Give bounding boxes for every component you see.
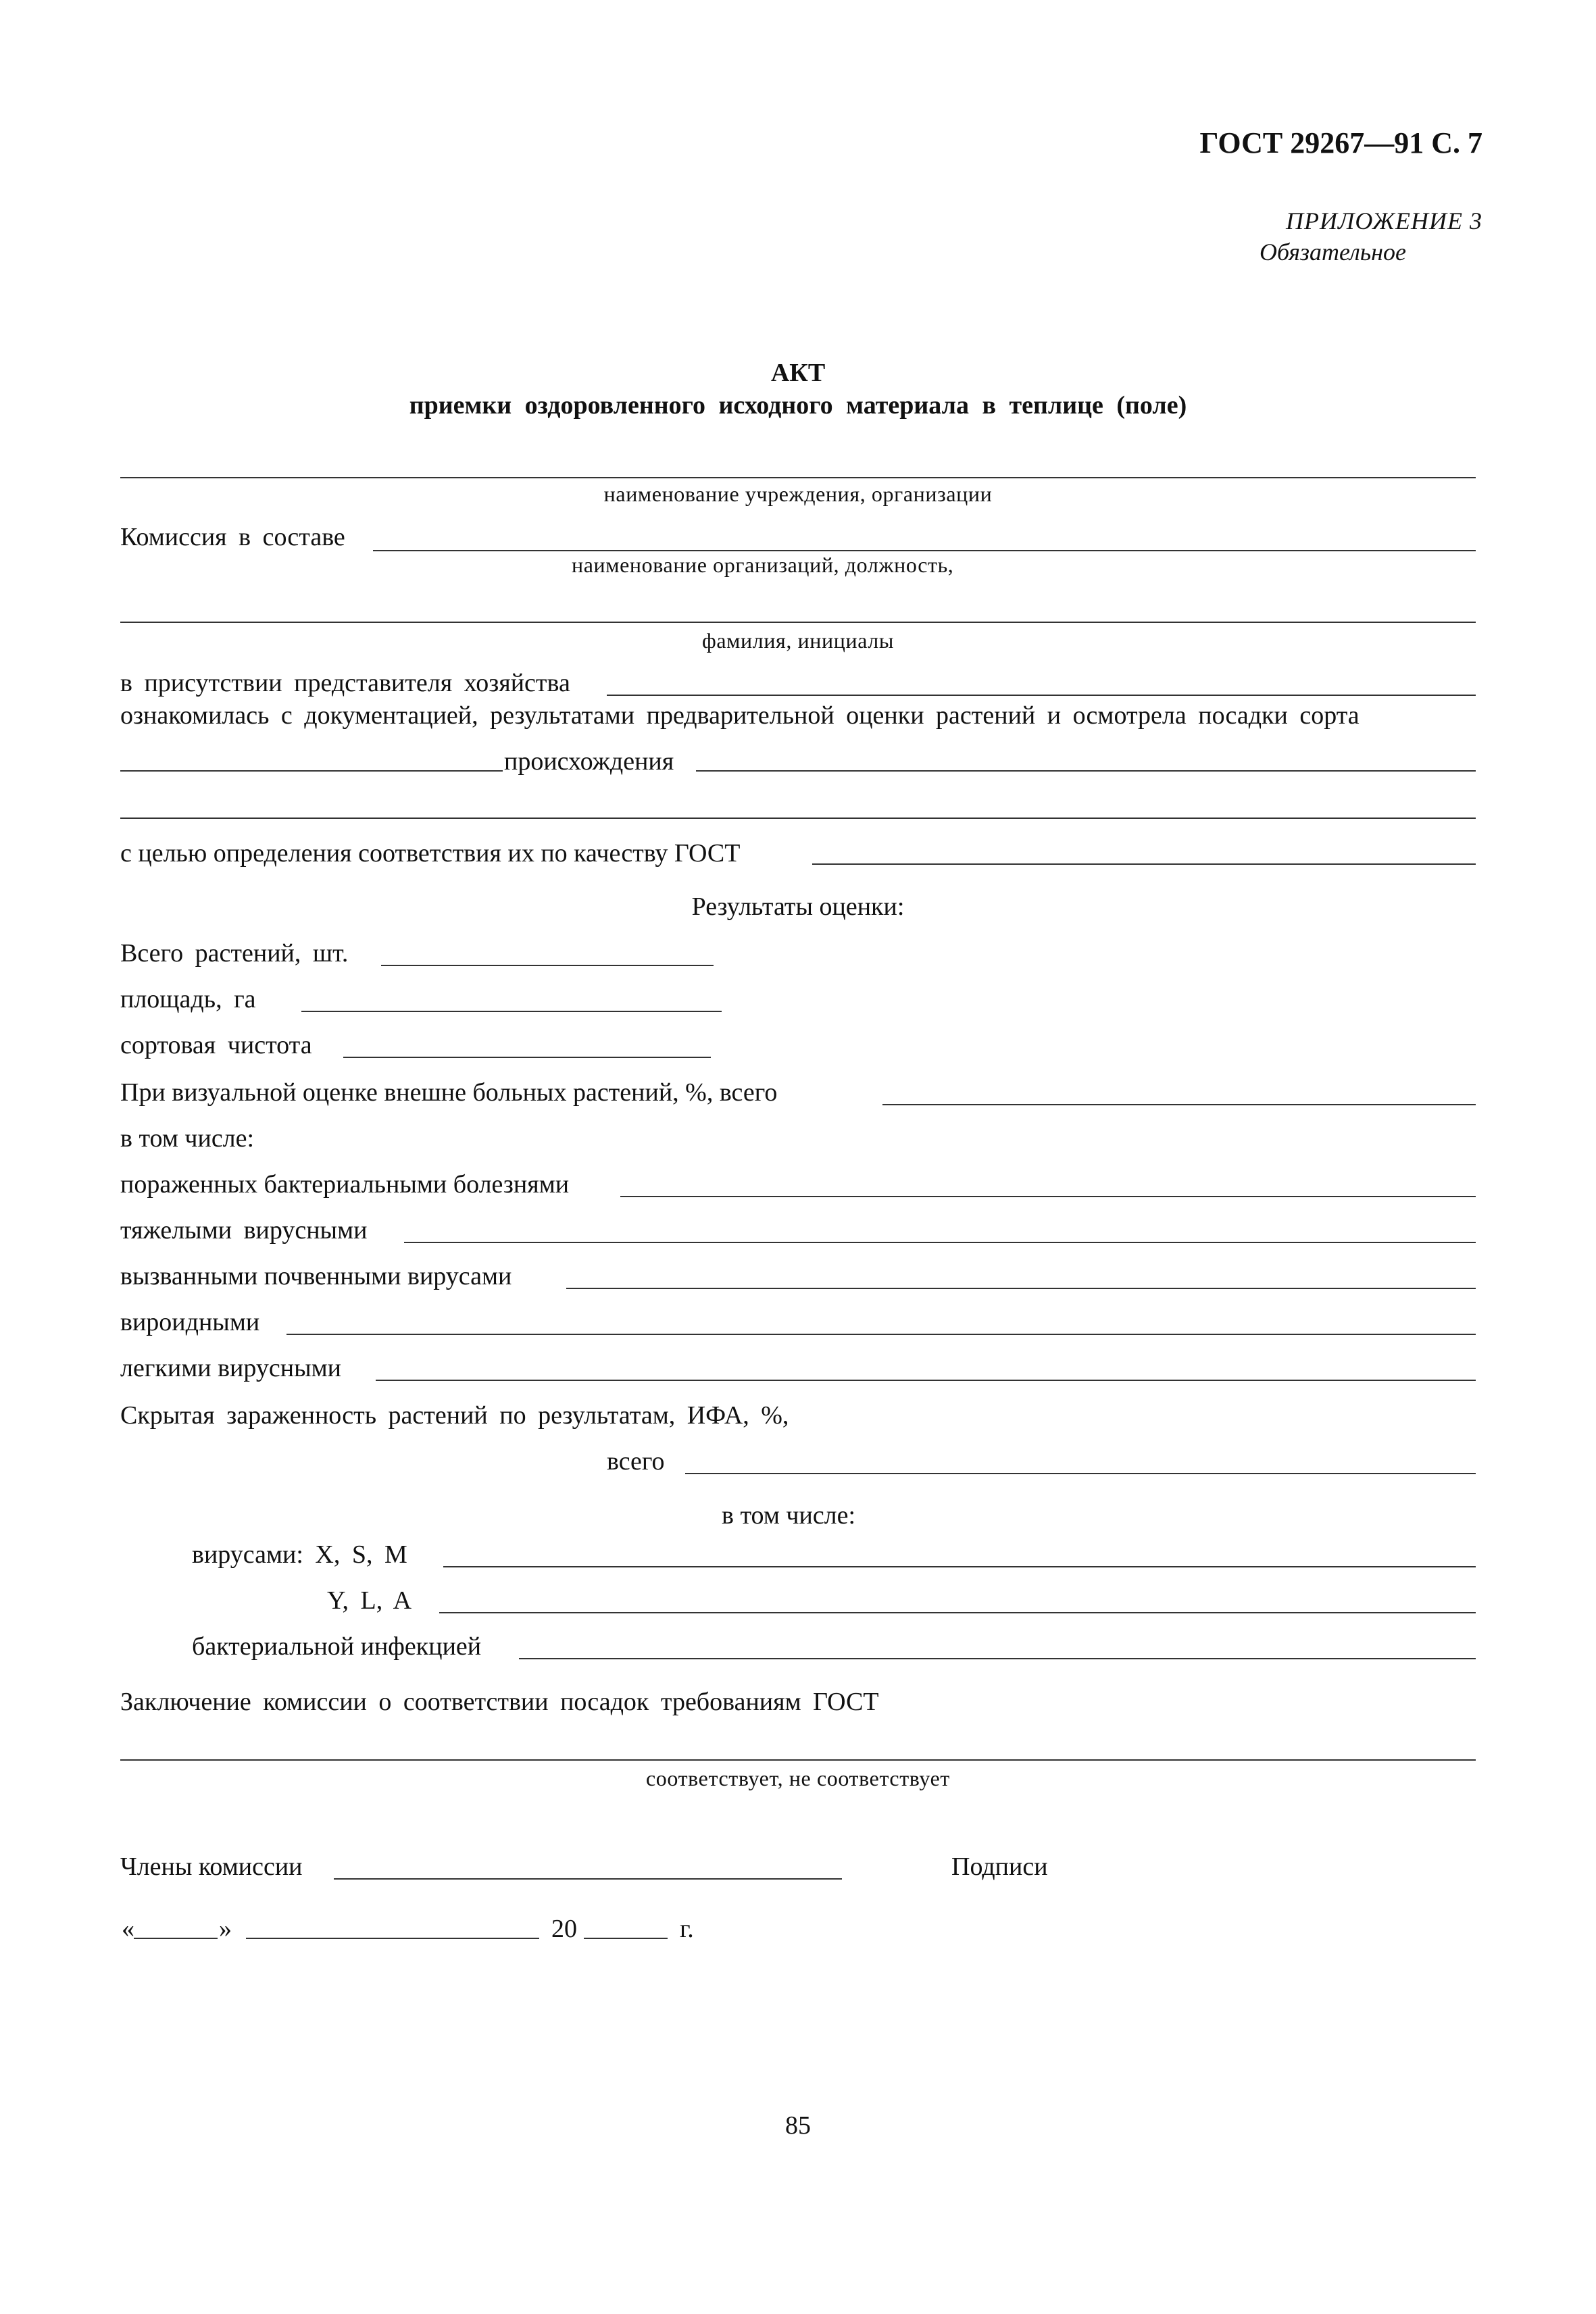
- date-quote-open: «: [122, 1915, 134, 1943]
- bacterial-field[interactable]: [620, 1196, 1476, 1197]
- commission-names-field[interactable]: [120, 622, 1476, 623]
- latent-total-field[interactable]: [685, 1473, 1476, 1474]
- origin-label: происхождения: [504, 747, 674, 776]
- date-quote-close: »: [219, 1915, 232, 1943]
- total-label: всего: [607, 1447, 665, 1476]
- conclusion-field[interactable]: [120, 1759, 1476, 1761]
- appendix-label: ПРИЛОЖЕНИЕ 3: [1286, 207, 1482, 234]
- variety-field[interactable]: [120, 770, 503, 772]
- name-initials-caption: фамилия, инициалы: [702, 628, 894, 653]
- viruses-yla-field[interactable]: [439, 1612, 1476, 1613]
- organization-field[interactable]: [120, 477, 1476, 478]
- heavy-viral-label: тяжелыми вирусными: [120, 1216, 368, 1244]
- bacterial-label: пораженных бактериальными болезнями: [120, 1170, 570, 1199]
- purpose-label: с целью определения соответствия их по качеству ГОСТ: [120, 839, 741, 867]
- document-title: АКТ: [770, 359, 826, 387]
- date-day-field[interactable]: [134, 1938, 218, 1939]
- latent-infection-label: Скрытая зараженность растений по результатам, ИФА, %,: [120, 1401, 789, 1430]
- including-center-label: в том числе:: [722, 1501, 856, 1530]
- commission-label: Комиссия в составе: [120, 523, 345, 551]
- viroid-label: вироидными: [120, 1308, 260, 1336]
- light-viral-field[interactable]: [376, 1380, 1476, 1381]
- signatures-label: Подписи: [951, 1853, 1048, 1881]
- bacterial-infection-label: бактериальной инфекцией: [192, 1632, 482, 1661]
- commission-field[interactable]: [373, 550, 1476, 551]
- origin-field[interactable]: [696, 770, 1476, 772]
- viruses-xsm-label: вирусами: X, S, M: [192, 1540, 407, 1569]
- varietal-purity-label: сортовая чистота: [120, 1031, 312, 1059]
- light-viral-label: легкими вирусными: [120, 1354, 341, 1382]
- gost-code: ГОСТ 29267—91 С. 7: [1199, 126, 1482, 159]
- page-number: 85: [785, 2111, 811, 2140]
- total-plants-label: Всего растений, шт.: [120, 939, 349, 967]
- area-label: площадь, га: [120, 985, 256, 1013]
- soil-viruses-label: вызванными почвенными вирусами: [120, 1262, 512, 1290]
- organization-caption: наименование учреждения, организации: [603, 482, 993, 506]
- appendix-status: Обязательное: [1260, 238, 1406, 266]
- including-label: в том числе:: [120, 1124, 255, 1153]
- date-year-prefix: 20: [551, 1915, 577, 1943]
- varietal-purity-field[interactable]: [343, 1057, 711, 1058]
- conclusion-options-caption: соответствует, не соответствует: [646, 1766, 950, 1790]
- acquainted-text: ознакомилась с документацией, результатами предварительной оценки растений и осмотрела посадки сорта: [120, 701, 1360, 730]
- viruses-xsm-field[interactable]: [443, 1566, 1476, 1567]
- heavy-viral-field[interactable]: [404, 1242, 1476, 1243]
- presence-label: в присутствии представителя хозяйства: [120, 669, 570, 697]
- date-year-field[interactable]: [584, 1938, 668, 1939]
- conclusion-label: Заключение комиссии о соответствии посадок требованиям ГОСТ: [120, 1688, 879, 1716]
- date-month-field[interactable]: [246, 1938, 539, 1939]
- representative-field[interactable]: [607, 695, 1476, 696]
- results-heading: Результаты оценки:: [691, 892, 905, 921]
- total-plants-field[interactable]: [381, 965, 714, 966]
- organizations-position-caption: наименование организаций, должность,: [572, 553, 954, 577]
- visual-diseased-label: При визуальной оценке внешне больных растений, %, всего: [120, 1078, 778, 1107]
- gost-standard-field[interactable]: [812, 863, 1476, 865]
- soil-viruses-field[interactable]: [566, 1288, 1476, 1289]
- visual-diseased-field[interactable]: [882, 1104, 1476, 1105]
- document-subtitle: приемки оздоровленного исходного материала в теплице (поле): [409, 391, 1187, 420]
- bacterial-infection-field[interactable]: [519, 1658, 1476, 1659]
- members-field[interactable]: [334, 1878, 842, 1880]
- viruses-yla-label: Y, L, A: [327, 1586, 412, 1615]
- members-label: Члены комиссии: [120, 1853, 303, 1881]
- area-field[interactable]: [301, 1011, 722, 1012]
- viroid-field[interactable]: [286, 1334, 1476, 1335]
- origin-continuation-field[interactable]: [120, 818, 1476, 819]
- date-year-suffix: г.: [680, 1915, 694, 1943]
